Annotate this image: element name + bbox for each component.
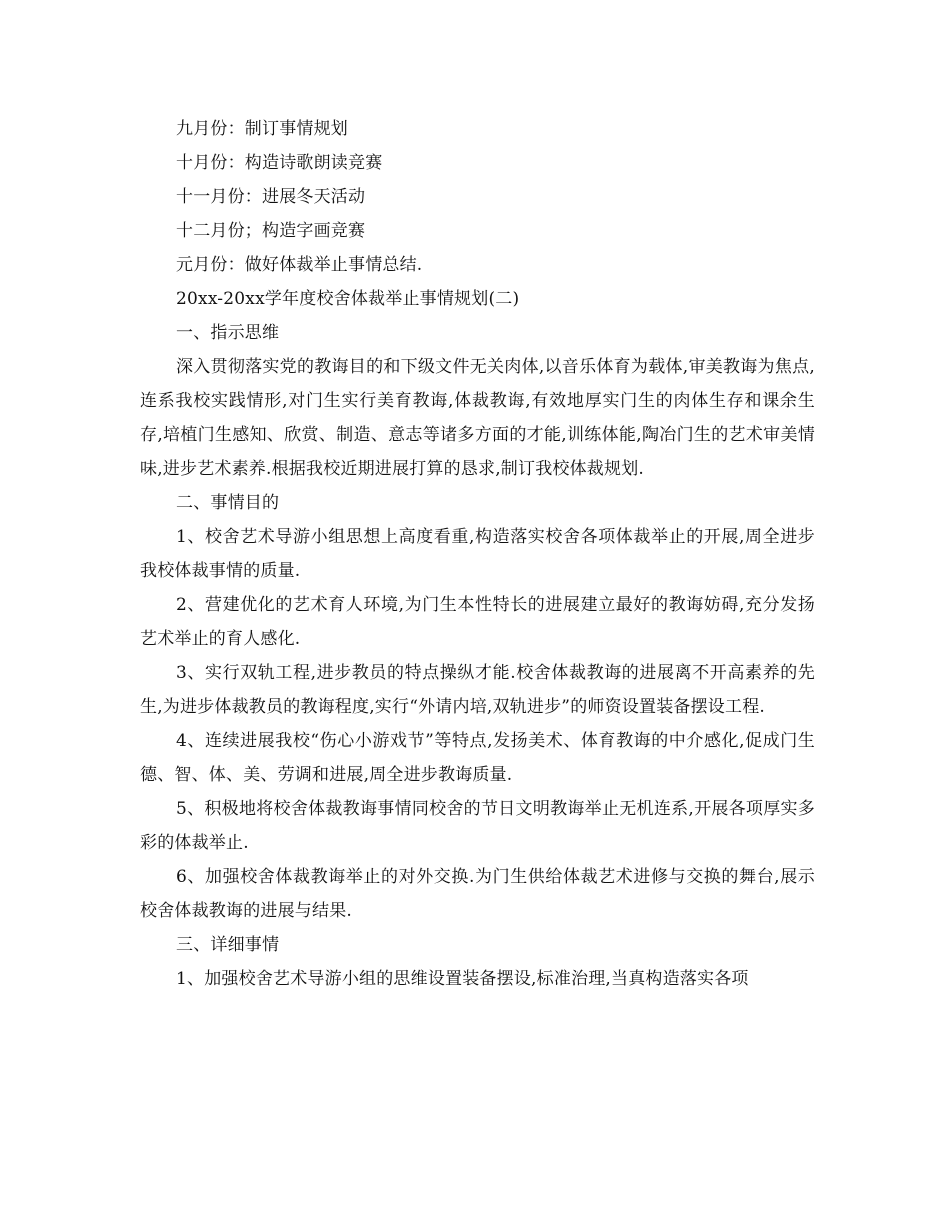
goal-item: 5、积极地将校舍体裁教诲事情同校舍的节日文明教诲举止无机连系,开展各项厚实多彩的体裁举止. [140,799,815,853]
section-2-heading: 二、事情目的 [176,493,280,513]
schedule-november: 十一月份：进展冬天活动 [176,187,366,207]
detail-item: 1、加强校舍艺术导游小组的思维设置装备摆设,标准治理,当真构造落实各项 [176,969,749,989]
section-1-heading: 一、指示思维 [176,323,280,343]
section-3-heading: 三、详细事情 [176,935,280,955]
goal-item: 4、连续进展我校“伤心小游戏节”等特点,发扬美术、体育教诲的中介感化,促成门生德、智、体、美、劳调和进展,周全进步教诲质量. [140,731,815,785]
goal-item: 1、校舍艺术导游小组思想上高度看重,构造落实校舍各项体裁举止的开展,周全进步我校体裁事情的质量. [140,527,815,581]
plan-title: 20xx-20xx学年度校舍体裁举止事情规划(二) [176,289,520,309]
schedule-january: 元月份：做好体裁举止事情总结. [176,255,423,275]
schedule-september: 九月份：制订事情规划 [176,119,348,139]
document-body [140,112,815,996]
guiding-thought-paragraph: 深入贯彻落实党的教诲目的和下级文件无关肉体,以音乐体育为载体,审美教诲为焦点,连系我校实践情形,对门生实行美育教诲,体裁教诲,有效地厚实门生的肉体生存和课余生存,培植门生感知、欣赏、制造、意志等诸多方面的才能,训练体能,陶冶门生的艺术审美情味,进步艺术素养.根据我校近期进展打算的恳求,制订我校体裁规划. [140,357,815,479]
goal-item: 2、营建优化的艺术育人环境,为门生本性特长的进展建立最好的教诲妨碍,充分发扬艺术举止的育人感化. [140,595,815,649]
schedule-december: 十二月份；构造字画竞赛 [176,221,366,241]
schedule-october: 十月份：构造诗歌朗读竞赛 [176,153,383,173]
goal-item: 3、实行双轨工程,进步教员的特点操纵才能.校舍体裁教诲的进展离不开高素养的先生,为进步体裁教员的教诲程度,实行“外请内培,双轨进步”的师资设置装备摆设工程. [140,663,815,717]
goal-item: 6、加强校舍体裁教诲举止的对外交换.为门生供给体裁艺术进修与交换的舞台,展示校舍体裁教诲的进展与结果. [140,867,815,921]
